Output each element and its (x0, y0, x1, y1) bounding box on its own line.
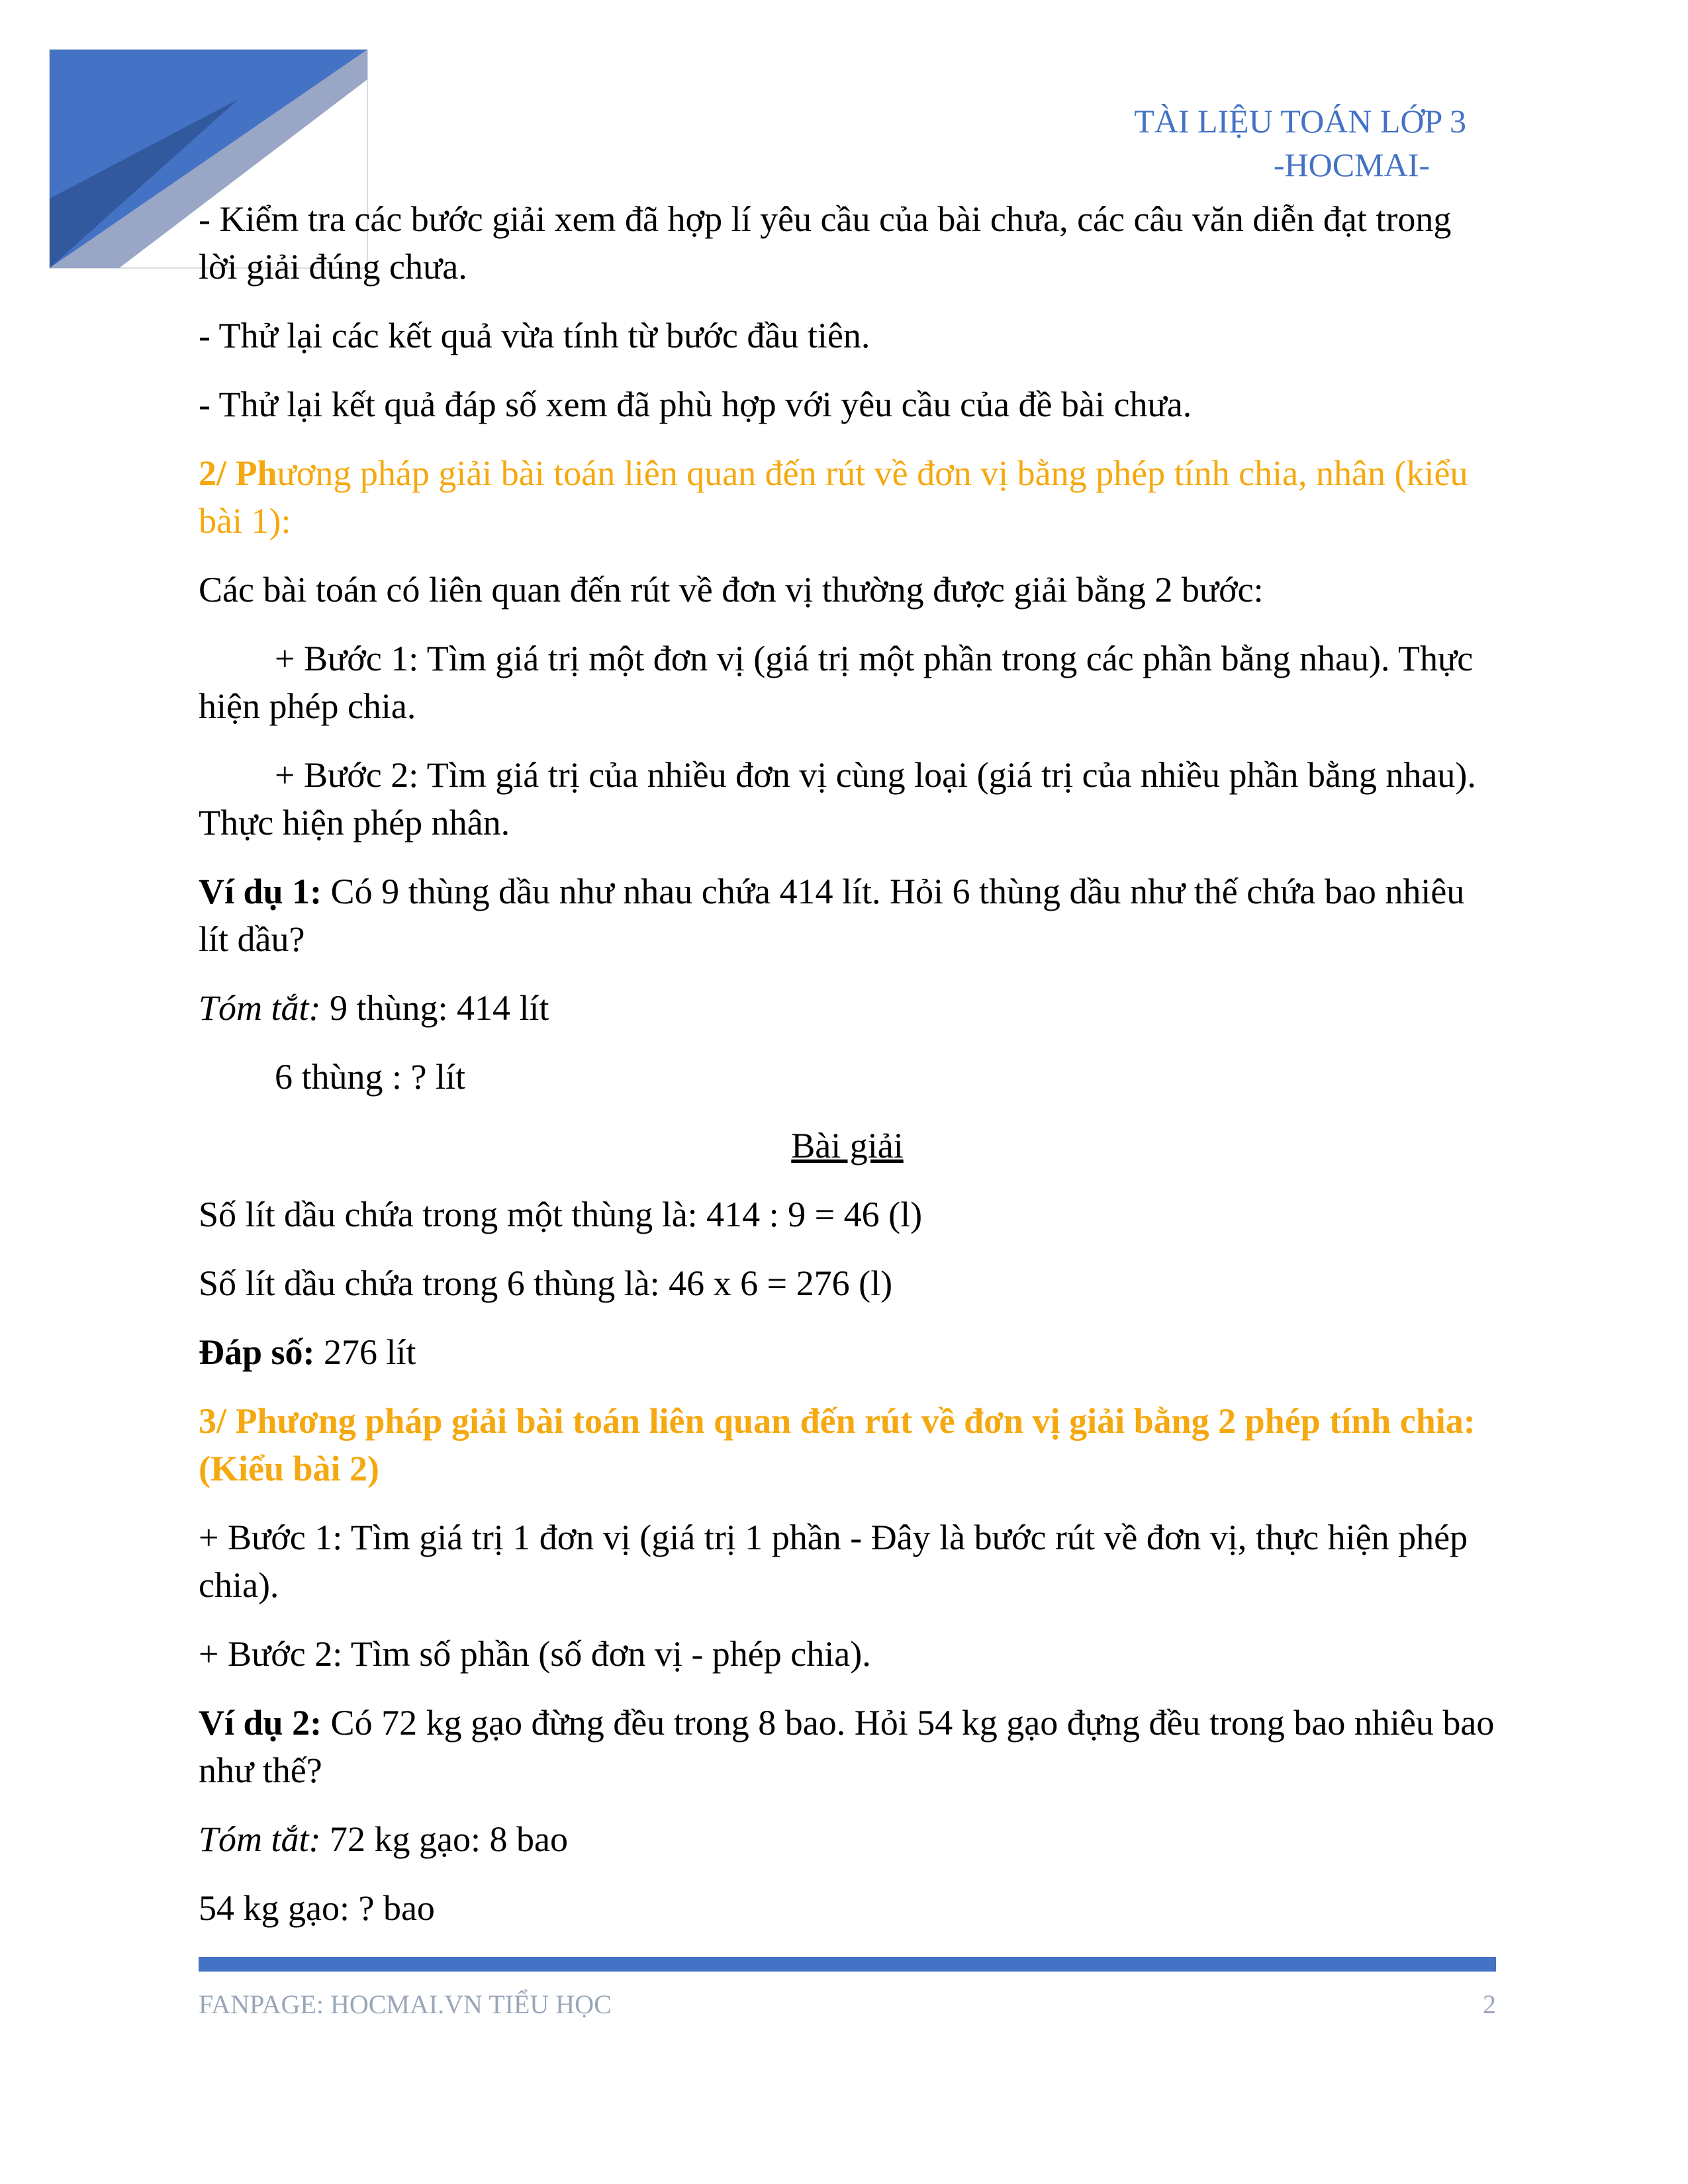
footer-fanpage: FANPAGE: HOCMAI.VN TIỂU HỌC (199, 1989, 612, 2019)
example-2-label: Ví dụ 2: (199, 1703, 322, 1743)
section-2-intro: Các bài toán có liên quan đến rút về đơn vị thường được giải bằng 2 bước: (199, 570, 1264, 610)
solution-1-line-1: Số lít dầu chứa trong một thùng là: 414 : 9 = 46 (l) (199, 1195, 923, 1234)
section-2-heading-number: 2/ Ph (199, 453, 277, 493)
example-2-text: Có 72 kg gạo đừng đều trong 8 bao. Hỏi 54 kg gạo đựng đều trong bao nhiêu bao như thế? (199, 1703, 1495, 1790)
footer-divider (199, 1957, 1496, 1972)
solution-title-text: Bài giải (791, 1126, 904, 1165)
summary-2-line-1 (199, 1815, 1496, 1863)
solution-1-line-2: Số lít dầu chứa trong 6 thùng là: 46 x 6 = 276 (l) (199, 1263, 893, 1303)
summary-2-value: 72 kg gạo: 8 bao (320, 1819, 568, 1859)
answer-1 (199, 1328, 1496, 1376)
check-steps-paragraph: - Kiểm tra các bước giải xem đã hợp lí yêu cầu của bài chưa, các câu văn diễn đạt trong lời giải đúng chưa. (199, 199, 1452, 287)
summary-1-line-1 (199, 984, 1496, 1032)
summary-2-label: Tóm tắt: (199, 1819, 321, 1859)
summary-1-value: 9 thùng: 414 lít (320, 988, 549, 1028)
header-subtitle: -HOCMAI- (1273, 146, 1430, 183)
header-title: TÀI LIỆU TOÁN LỚP 3 (1134, 103, 1466, 140)
document-body (199, 195, 1496, 1932)
example-2 (199, 1699, 1496, 1794)
section-2-heading-text: ương pháp giải bài toán liên quan đến rút về đơn vị bằng phép tính chia, nhân (kiểu bài 1): (199, 453, 1468, 541)
summary-1-label: Tóm tắt: (199, 988, 321, 1028)
summary-1-line-2: 6 thùng : ? lít (275, 1057, 465, 1097)
summary-2-line-2: 54 kg gạo: ? bao (199, 1888, 435, 1928)
section-2-step-2: + Bước 2: Tìm giá trị của nhiều đơn vị cùng loại (giá trị của nhiều phần bằng nhau). Thực hiện phép nhân. (199, 755, 1476, 842)
page-number: 2 (1483, 1989, 1496, 2019)
document-header (1134, 99, 1466, 187)
example-1-text: Có 9 thùng dầu như nhau chứa 414 lít. Hỏi 6 thùng dầu như thế chứa bao nhiêu lít dầu? (199, 872, 1465, 959)
section-3-heading: 3/ Phương pháp giải bài toán liên quan đến rút về đơn vị giải bằng 2 phép tính chia: (Kiểu bài 2) (199, 1401, 1476, 1488)
recheck-results-paragraph: - Thử lại các kết quả vừa tính từ bước đầu tiên. (199, 316, 870, 355)
example-1 (199, 868, 1496, 963)
section-3-step-2: + Bước 2: Tìm số phần (số đơn vị - phép chia). (199, 1634, 871, 1674)
section-2-step-1: + Bước 1: Tìm giá trị một đơn vị (giá trị một phần trong các phần bằng nhau). Thực hiện phép chia. (199, 639, 1474, 726)
section-2-heading (199, 449, 1496, 545)
answer-1-value: 276 lít (314, 1332, 416, 1372)
answer-1-label: Đáp số: (199, 1332, 315, 1372)
solution-title (199, 1122, 1496, 1169)
section-3-step-1: + Bước 1: Tìm giá trị 1 đơn vị (giá trị 1 phần - Đây là bước rút về đơn vị, thực hiện phép chia). (199, 1518, 1468, 1605)
recheck-answer-paragraph: - Thử lại kết quả đáp số xem đã phù hợp với yêu cầu của đề bài chưa. (199, 385, 1192, 424)
example-1-label: Ví dụ 1: (199, 872, 322, 911)
